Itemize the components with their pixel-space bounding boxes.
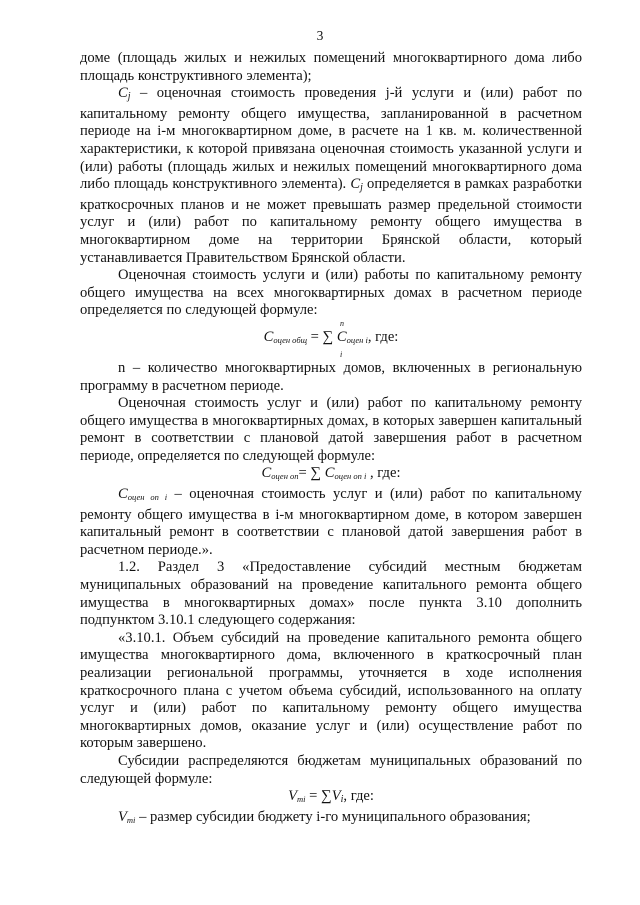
formula2-lhs-sub: оцен оп	[271, 471, 299, 482]
formula-lhs-sub: оцен общ	[273, 334, 308, 345]
formula2-eq: =	[298, 465, 311, 482]
var-vmi: V	[118, 808, 127, 825]
formula3-rhs: V	[331, 788, 341, 805]
formula-total-cost-expression	[80, 329, 582, 350]
sum-icon: ∑	[322, 328, 334, 345]
formula2-rhs: C	[321, 465, 335, 482]
paragraph-n-definition: n – количество многоквартирных домов, включенных в региональную программу в расчетном периоде.	[80, 359, 582, 394]
sum-icon: ∑	[321, 788, 332, 805]
var-c-oc-op-i: C	[118, 486, 128, 503]
var-c-oc-op-i-sub: оцен оп i	[127, 492, 168, 503]
var-cj: C	[118, 85, 128, 102]
formula-lhs: C	[263, 328, 274, 345]
formula2-lhs: C	[261, 465, 272, 482]
formula-rhs: C	[333, 328, 347, 345]
var-cj-2-sub: j	[360, 182, 363, 194]
formula3-tail: , где:	[343, 788, 374, 805]
completed-cost-text: – оценочная стоимость услуг и (или) работ по капитальному ремонту общего имущества в i-м многоквартирном доме, в котором завершен капитальный ремонт в соответствии с плановой датой завершения работ в расчетном периоде.».	[80, 486, 582, 558]
var-cj-2: C	[350, 176, 361, 193]
var-cj-sub: j	[127, 91, 131, 103]
formula2-tail: , где:	[366, 465, 401, 482]
formula-eq: =	[307, 328, 323, 345]
paragraph-completed-cost-intro: Оценочная стоимость услуг и (или) работ по капитальному ремонту общего имущества в многоквартирных домах, в которых завершен капитальный ремонт в соответствии с плановой датой завершения работ в расчетном периоде, определяется по следующей формуле:	[80, 395, 582, 464]
formula-subsidy	[80, 788, 582, 809]
formula-total-cost	[80, 320, 582, 360]
paragraph-total-cost-intro: Оценочная стоимость услуги и (или) работы по капитальному ремонту общего имущества на всех многоквартирных домах в расчетном периоде определяется по следующей формуле:	[80, 267, 582, 319]
sum-lower-limit: i	[340, 349, 343, 359]
paragraph-area-definition: доме (площадь жилых и нежилых помещений многоквартирного дома либо площадь конструктивного элемента);	[80, 50, 582, 84]
paragraph-completed-cost-definition	[80, 486, 582, 559]
cj-limit-text: определяется в рамках разработки краткосрочных планов и не может превышать размер предельной стоимости услуг и (или) работ по капитальному ремонту общего имущества в многоквартирном доме на территории Брянской области, который устанавливается Правительством Брянской области.	[80, 176, 582, 266]
formula-rhs-sub: оцен i	[346, 334, 368, 345]
var-vmi-sub: mi	[126, 814, 136, 825]
paragraph-subsidy-formula-intro: Субсидии распределяются бюджетам муниципальных образований по следующей формуле:	[80, 752, 582, 787]
formula2-rhs-sub: оцен оп i	[334, 471, 367, 482]
paragraph-subsidy-volume: «3.10.1. Объем субсидий на проведение капитального ремонта общего имущества многоквартирного дома, включенного в краткосрочный план реализации региональной программы, уточняется в ходе исполнения краткосрочного плана с учетом объема субсидий, использованного на оплату услуг и (или) работ по капитальному ремонту общего имущества многоквартирных домов, оказание услуг и (или) осуществление работ по которым завершено.	[80, 629, 582, 752]
formula3-rhs-sub: i	[340, 794, 344, 806]
paragraph-cj-definition	[80, 85, 582, 267]
formula3-eq: =	[305, 788, 322, 805]
page-number: 3	[316, 28, 324, 43]
sum-upper-limit: n	[340, 318, 344, 328]
cj-definition-text: – оценочная стоимость проведения j-й услуги и (или) работ по капитальному ремонту общего имущества, запланированной в расчетном периоде на i-м многоквартирном доме, в расчете на 1 кв. м. количественной характеристики, к которой привязана оценочная стоимость указанной услуги и (или) работы (площадь жилых и нежилых помещений многоквартирного дома либо площадь конструктивного элемента).	[80, 85, 582, 193]
paragraph-vmi-definition	[80, 809, 582, 830]
paragraph-section-amendment: 1.2. Раздел 3 «Предоставление субсидий местным бюджетам муниципальных образований на проведение капитального ремонта общего имущества в многоквартирных домах» после пункта 3.10 дополнить подпунктом 3.10.1 следующего содержания:	[80, 559, 582, 629]
vmi-definition-text: – размер субсидии бюджету i-го муниципального образования;	[135, 808, 531, 825]
formula-completed-cost	[80, 465, 582, 486]
sum-icon: ∑	[310, 465, 322, 482]
formula3-lhs: V	[288, 788, 297, 805]
formula3-lhs-sub: mi	[296, 794, 306, 805]
formula-tail: , где:	[367, 328, 399, 345]
document-body	[80, 50, 582, 829]
